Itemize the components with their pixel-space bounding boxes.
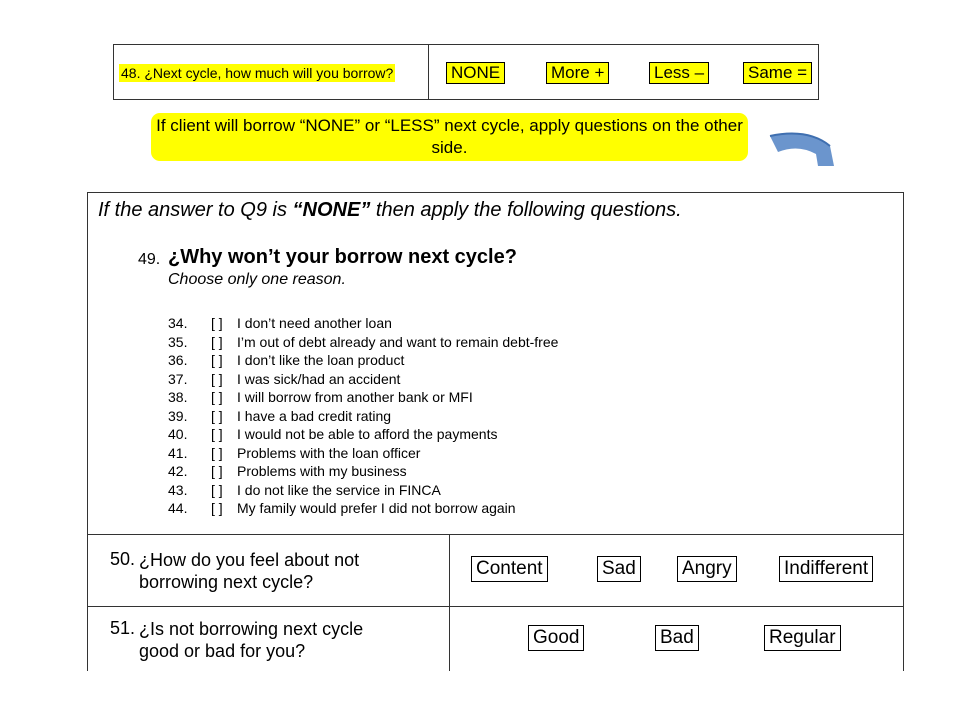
option-angry[interactable]: Angry <box>677 556 737 582</box>
checkbox[interactable]: [ ] <box>211 333 223 350</box>
option-less[interactable]: Less – <box>649 62 709 84</box>
question-50-text: ¿How do you feel about not borrowing next cycle? <box>139 550 360 592</box>
table-divider <box>428 45 429 99</box>
reason-item[interactable]: 34. [ ] I don’t need another loan <box>168 315 392 331</box>
option-good[interactable]: Good <box>528 625 584 651</box>
reason-item[interactable]: 38. [ ] I will borrow from another bank or MFI <box>168 389 473 405</box>
checkbox[interactable]: [ ] <box>211 500 223 516</box>
option-none[interactable]: NONE <box>446 62 505 84</box>
reason-item[interactable]: 40. [ ] I would not be able to afford the payments <box>168 426 498 442</box>
reason-item[interactable]: 36. [ ] I don’t like the loan product <box>168 352 405 368</box>
section-intro: If the answer to Q9 is “NONE” then apply the following questions. <box>98 199 682 221</box>
question-48-label: 48. ¿Next cycle, how much will you borrow? <box>121 65 394 81</box>
question-51-text: ¿Is not borrowing next cycle good or bad for you? <box>139 619 364 661</box>
row-divider <box>88 606 903 607</box>
reason-item[interactable]: 39. [ ] I have a bad credit rating <box>168 407 392 424</box>
follow-up-questions-panel <box>87 192 904 671</box>
question-49-instruction: Choose only one reason. <box>168 271 346 288</box>
option-indifferent[interactable]: Indifferent <box>779 556 873 582</box>
option-same[interactable]: Same = <box>743 62 812 84</box>
reason-item[interactable]: 35. [ ] I’m out of debt already and want to remain debt-free <box>168 333 559 350</box>
option-bad[interactable]: Bad <box>655 625 699 651</box>
checkbox[interactable]: [ ] <box>211 352 223 368</box>
option-sad[interactable]: Sad <box>597 556 641 582</box>
question-51-number: 51. <box>110 618 136 638</box>
reason-item[interactable]: 42. [ ] Problems with my business <box>168 463 407 479</box>
reason-item[interactable]: 44. [ ] My family would prefer I did not borrow again <box>168 500 516 516</box>
question-50-number: 50. <box>110 549 136 569</box>
reason-list <box>168 314 558 518</box>
option-regular[interactable]: Regular <box>764 625 841 651</box>
instruction-note: If client will borrow “NONE” or “LESS” next cycle, apply questions on the other side. <box>151 113 748 161</box>
reason-item[interactable]: 41. [ ] Problems with the loan officer <box>168 444 421 461</box>
checkbox[interactable]: [ ] <box>211 426 223 442</box>
checkbox[interactable]: [ ] <box>211 463 223 479</box>
row-divider <box>88 534 903 535</box>
question-48-table <box>113 44 819 100</box>
reason-item[interactable]: 43. [ ] I do not like the service in FINCA <box>168 481 441 498</box>
option-content[interactable]: Content <box>471 556 548 582</box>
question-49-title: ¿Why won’t your borrow next cycle? <box>168 246 517 268</box>
checkbox[interactable]: [ ] <box>211 481 223 498</box>
checkbox[interactable]: [ ] <box>211 444 223 461</box>
option-more[interactable]: More + <box>546 62 609 84</box>
checkbox[interactable]: [ ] <box>211 389 223 405</box>
checkbox[interactable]: [ ] <box>211 407 223 424</box>
checkbox[interactable]: [ ] <box>211 315 223 331</box>
column-divider <box>449 534 450 671</box>
checkbox[interactable]: [ ] <box>211 370 223 387</box>
question-49-number: 49. <box>138 251 161 268</box>
reason-item[interactable]: 37. [ ] I was sick/had an accident <box>168 370 401 387</box>
intro-emphasis: “NONE” <box>292 199 371 221</box>
curved-arrow-icon <box>768 122 840 170</box>
